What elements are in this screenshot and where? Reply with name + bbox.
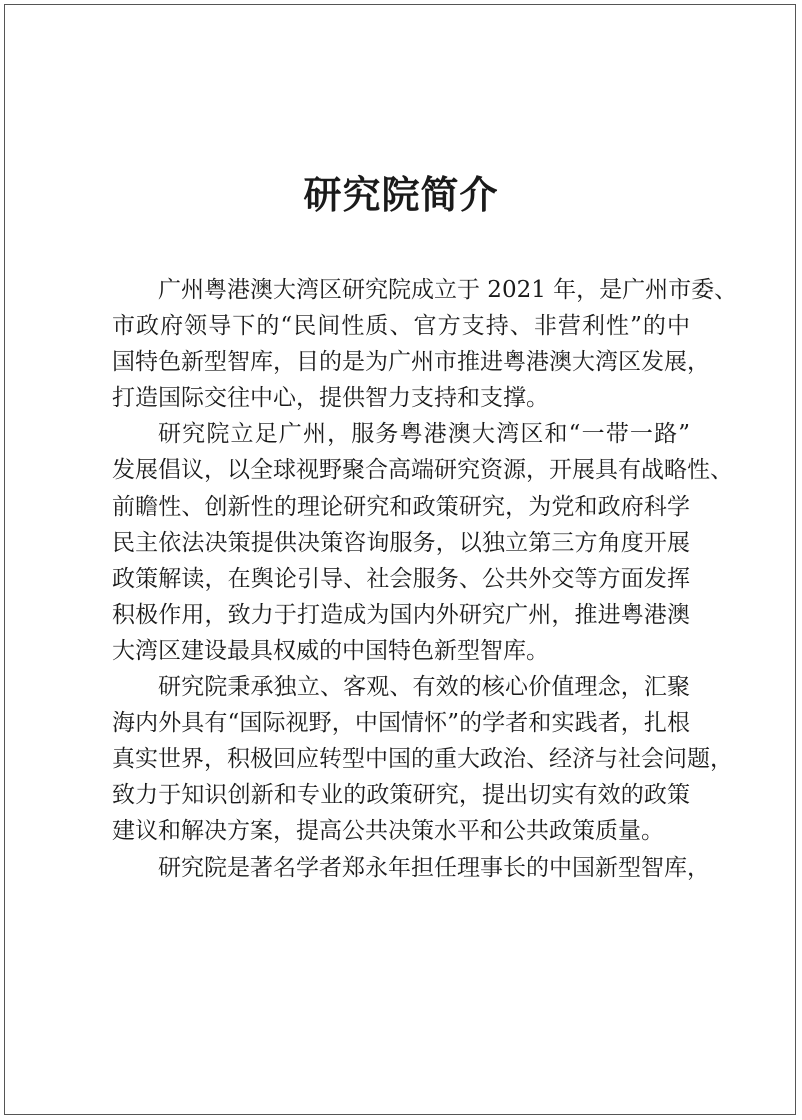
paragraph-1-line-3: 国特色新型智库，目的是为广州市推进粤港澳大湾区发展， bbox=[112, 349, 710, 376]
paragraph-1-line-2: 市政府领导下的“民间性质、官方支持、非营利性”的中 bbox=[112, 313, 690, 340]
paragraph-3-line-5: 建议和解决方案，提高公共决策水平和公共政策质量。 bbox=[112, 818, 664, 845]
page-title: 研究院简介 bbox=[303, 173, 499, 217]
paragraph-1-line-4: 打造国际交往中心，提供智力支持和支撑。 bbox=[112, 385, 549, 412]
paragraph-2-line-5: 政策解读，在舆论引导、社会服务、公共外交等方面发挥 bbox=[112, 565, 690, 592]
paragraph-3-line-3: 真实世界，积极回应转型中国的重大政治、经济与社会问题， bbox=[112, 746, 733, 773]
paragraph-2-line-7: 大湾区建设最具权威的中国特色新型智库。 bbox=[112, 637, 549, 664]
paragraph-3-line-1: 研究院秉承独立、客观、有效的核心价值理念，汇聚 bbox=[158, 674, 690, 701]
paragraph-4-line-1: 研究院是著名学者郑永年担任理事长的中国新型智库， bbox=[158, 854, 710, 881]
paragraph-2-line-2: 发展倡议，以全球视野聚合高端研究资源，开展具有战略性、 bbox=[112, 457, 733, 484]
paragraph-2-line-1: 研究院立足广州，服务粤港澳大湾区和“一带一路” bbox=[158, 421, 690, 448]
paragraph-2-line-4: 民主依法决策提供决策咨询服务，以独立第三方角度开展 bbox=[112, 529, 690, 556]
paragraph-3-line-4: 致力于知识创新和专业的政策研究，提出切实有效的政策 bbox=[112, 782, 690, 809]
paragraph-2-line-6: 积极作用，致力于打造成为国内外研究广州，推进粤港澳 bbox=[112, 601, 690, 628]
paragraph-3-line-2: 海内外具有“国际视野，中国情怀”的学者和实践者，扎根 bbox=[112, 710, 690, 737]
paragraph-2-line-3: 前瞻性、创新性的理论研究和政策研究，为党和政府科学 bbox=[112, 493, 690, 520]
body-text bbox=[112, 272, 738, 886]
paragraph-1-line-1: 广州粤港澳大湾区研究院成立于 2021 年，是广州市委、 bbox=[158, 277, 738, 303]
